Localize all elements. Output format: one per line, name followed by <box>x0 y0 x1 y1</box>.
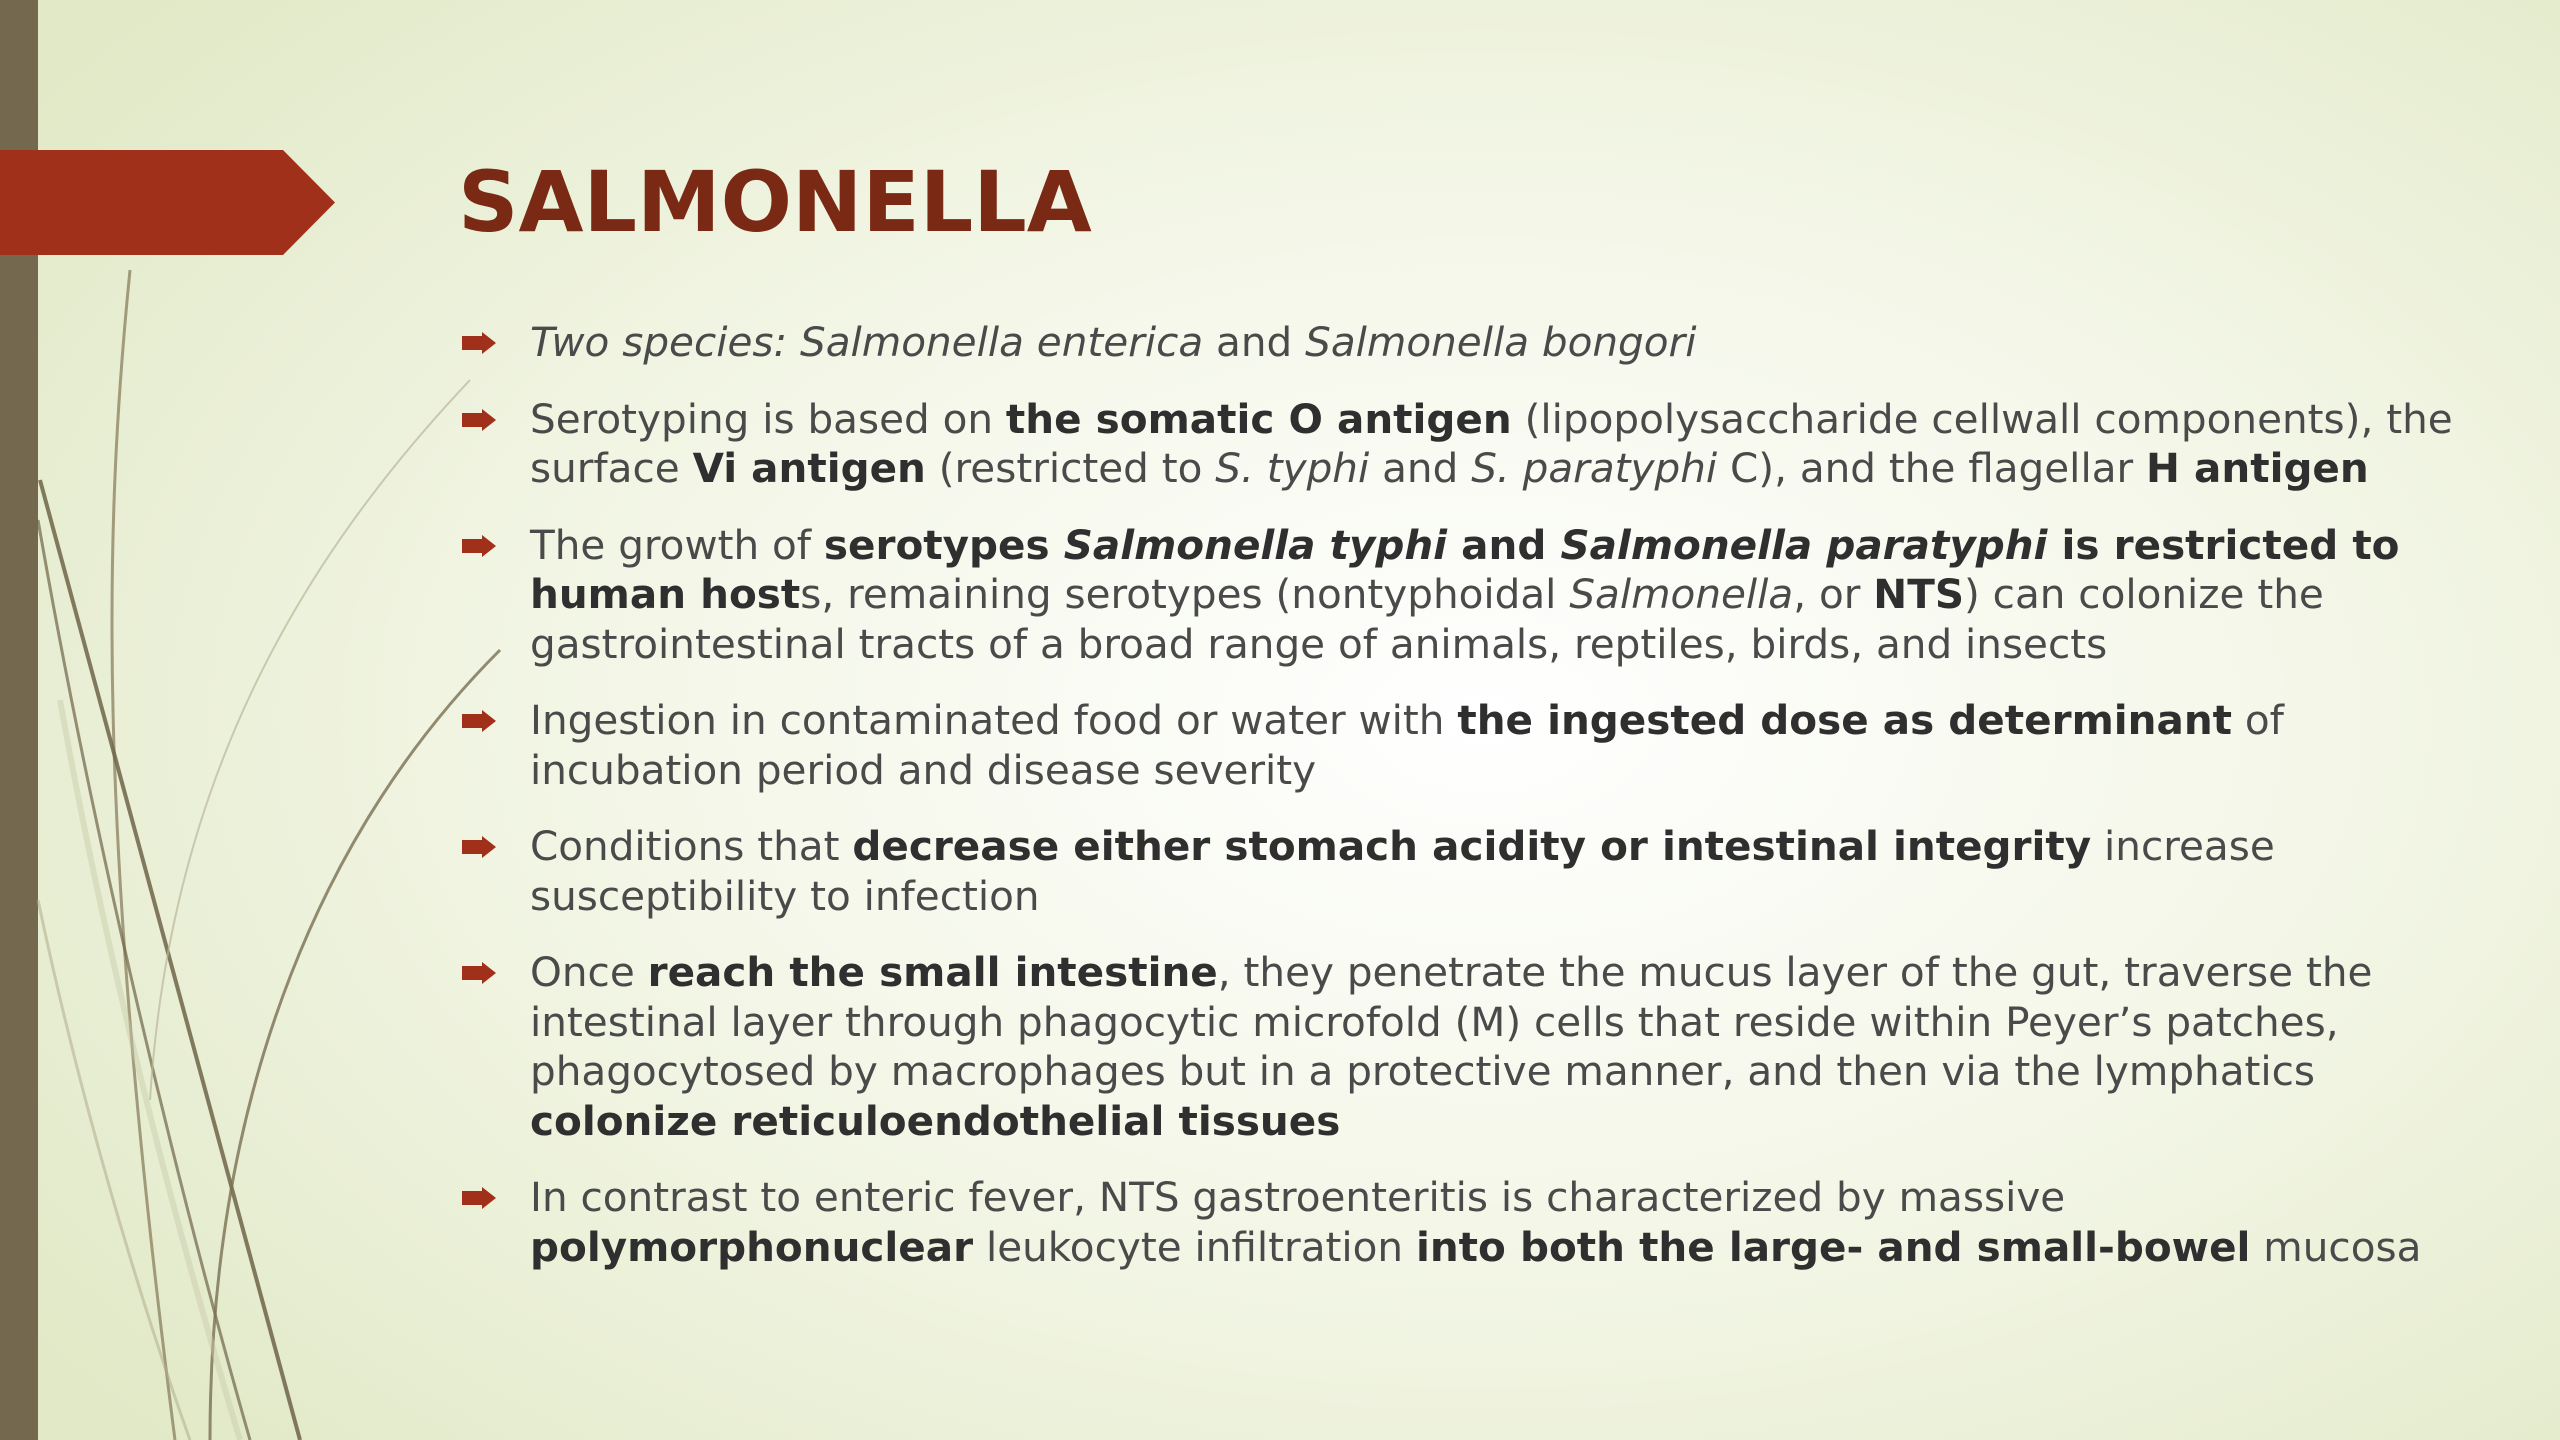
bullet-text-run: colonize reticuloendothelial tissues <box>530 1096 1341 1145</box>
bullet-text-run: S. typhi <box>1215 444 1370 492</box>
bullet-text-run: Conditions that <box>530 822 853 870</box>
bullet-text-run: of incubation period and disease severity <box>530 696 2284 794</box>
bullet-text-run: Salmonella <box>1569 570 1794 618</box>
arrow-right-icon <box>462 962 496 984</box>
slide-title: SALMONELLA <box>458 153 1092 251</box>
bullet-text-run: decrease either stomach acidity or intestinal integrity <box>852 822 2092 870</box>
title-arrow-banner <box>0 150 335 255</box>
bullet-text-run: the somatic O antigen <box>1005 394 1512 443</box>
bullet-text-run: into both the large- and small-bowel <box>1415 1222 2251 1271</box>
bullet-text-run: , they penetrate the mucus layer of the gut, traverse the intestinal layer through phagocytic microfold (M) cells that reside within Peyer’s patches, phagocytosed by macrophages but in a protective manner, and then via the lymphatics <box>530 948 2373 1095</box>
bullet-text-run: Vi antigen <box>692 444 926 492</box>
bullet-text-run: the ingested dose as determinant <box>1457 696 2233 744</box>
bullet-text-run: polymorphonuclear <box>530 1222 974 1271</box>
bullet-item <box>458 395 2508 494</box>
bullet-text-run: increase susceptibility to infection <box>530 822 2275 920</box>
bullet-text-run: Salmonella bongori <box>1305 318 1697 366</box>
arrow-right-icon <box>462 1187 496 1209</box>
arrow-right-icon <box>462 535 496 557</box>
bullet-text-run: serotypes <box>823 520 1064 569</box>
arrow-right-icon <box>462 836 496 858</box>
bullet-text-run: (restricted to <box>925 444 1216 492</box>
bullet-text-run: Two species: Salmonella enterica <box>530 318 1204 366</box>
bullet-text-run: , or <box>1793 570 1874 618</box>
bullet-text-run: Ingestion in contaminated food or water with <box>530 696 1458 744</box>
bullet-item <box>458 948 2508 1146</box>
bullet-list <box>458 318 2508 1299</box>
bullet-item <box>458 318 2508 368</box>
bullet-text-run: leukocyte infiltration <box>973 1222 1416 1271</box>
bullet-text-run: C), and the flagellar <box>1717 444 2147 492</box>
bullet-text-run: and <box>1447 520 1561 569</box>
bullet-item <box>458 521 2508 670</box>
bullet-item <box>458 1173 2508 1272</box>
bullet-text-run: (lipopolysaccharide cellwall components), the surface <box>530 394 2453 492</box>
bullet-text-run: mucosa <box>2250 1222 2422 1271</box>
bullet-text-run: ) can colonize the gastrointestinal tracts of a broad range of animals, reptiles, birds, and insects <box>530 570 2324 668</box>
bullet-text-run: Salmonella typhi <box>1063 520 1448 569</box>
bullet-item <box>458 822 2508 921</box>
bullet-item <box>458 696 2508 795</box>
bullet-text-run: and <box>1203 318 1306 366</box>
bullet-text-run: Once <box>530 948 648 996</box>
arrow-right-icon <box>462 332 496 354</box>
arrow-right-icon <box>462 409 496 431</box>
bullet-text-run: and <box>1369 444 1472 492</box>
bullet-text-run: s, remaining serotypes (nontyphoidal <box>800 570 1570 618</box>
arrow-right-icon <box>462 710 496 732</box>
bullet-text-run: Salmonella paratyphi <box>1560 520 2048 569</box>
bullet-text-run: H antigen <box>2146 444 2369 492</box>
bullet-text-run: NTS <box>1873 570 1964 618</box>
bullet-text-run: S. paratyphi <box>1471 444 1718 492</box>
bullet-text-run: In contrast to enteric fever, NTS gastroenteritis is characterized by massive <box>530 1173 2066 1221</box>
bullet-text-run: Serotyping is based on <box>530 394 1006 443</box>
bullet-text-run: is restricted to human host <box>530 520 2400 618</box>
bullet-text-run: reach the small intestine <box>647 948 1218 996</box>
bullet-text-run: The growth of <box>530 520 824 569</box>
